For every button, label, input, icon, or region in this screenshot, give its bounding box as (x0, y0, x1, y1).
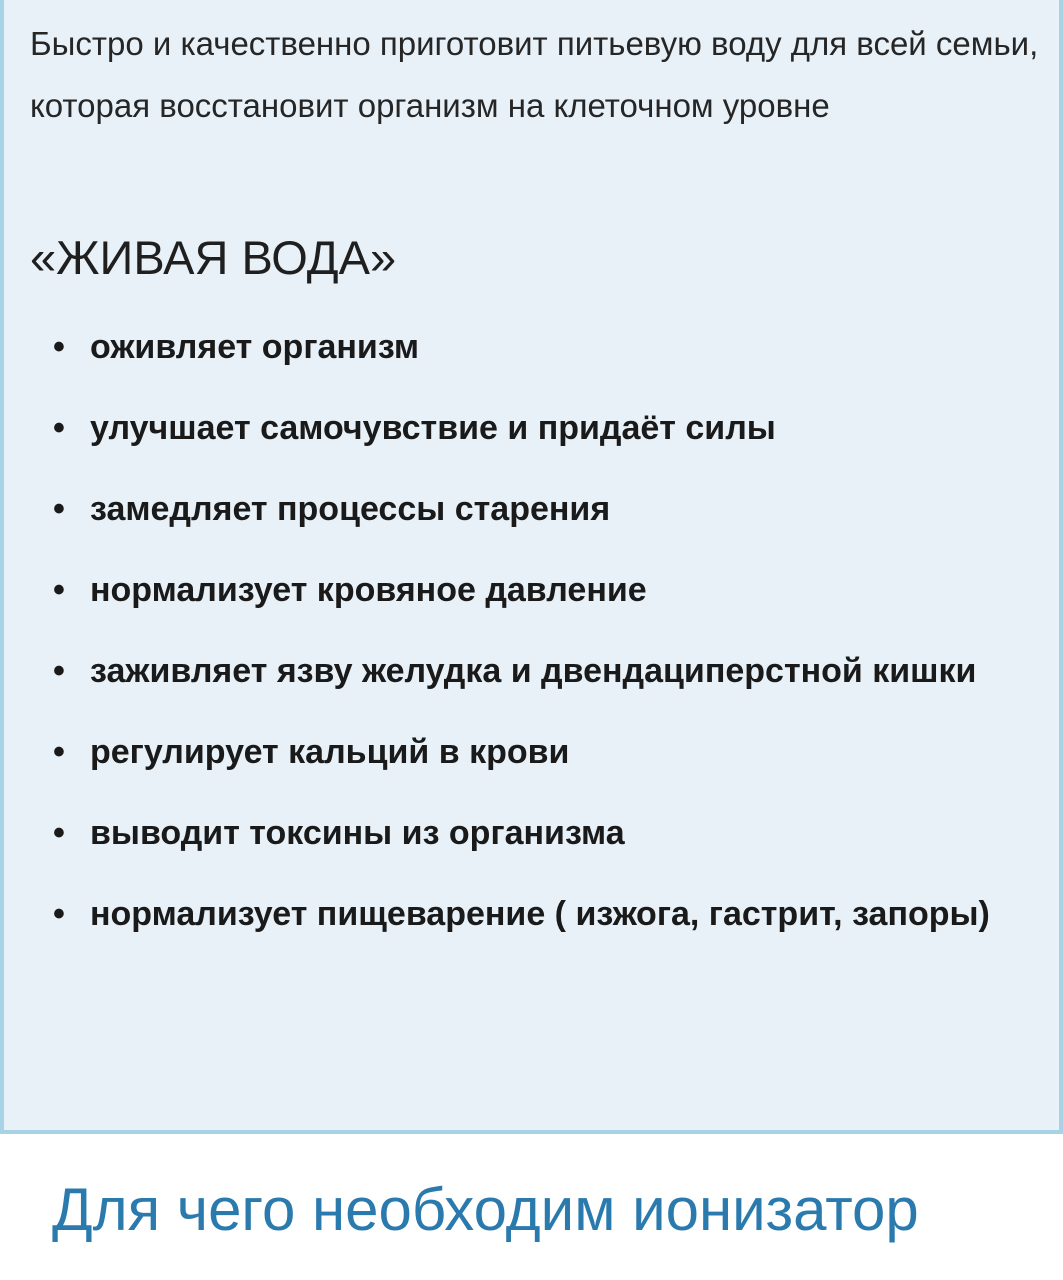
bullet-icon: • (53, 490, 65, 528)
benefit-text: улучшает самочувствие и придаёт силы (90, 409, 776, 447)
benefits-list (4, 314, 1054, 962)
benefit-item (4, 638, 1054, 704)
benefit-item (4, 476, 1054, 542)
benefit-item (4, 314, 1054, 380)
intro-text: Быстро и качественно приготовит питьевую воду для всей семьи, которая восстановит организм на клеточном уровне (30, 25, 1039, 124)
bullet-icon: • (53, 571, 65, 609)
benefit-item (4, 719, 1054, 785)
bullet-icon: • (53, 652, 65, 690)
benefit-item (4, 557, 1054, 623)
benefit-text: выводит токсины из организма (90, 814, 625, 852)
bullet-icon: • (53, 814, 65, 852)
bullet-icon: • (53, 895, 65, 933)
benefit-text: оживляет организм (90, 328, 420, 366)
benefit-text: заживляет язву желудка и двендациперстной кишки (90, 652, 977, 690)
benefit-text: нормализует кровяное давление (90, 571, 647, 609)
benefit-item (4, 395, 1054, 461)
benefit-item (4, 800, 1054, 866)
bullet-icon: • (53, 328, 65, 366)
benefit-text: нормализует пищеварение ( изжога, гастрит, запоры) (90, 895, 990, 933)
bullet-icon: • (53, 409, 65, 447)
benefit-text: регулирует кальций в крови (90, 733, 570, 771)
benefit-text: замедляет процессы старения (90, 490, 611, 528)
bullet-icon: • (53, 733, 65, 771)
benefit-item (4, 881, 1054, 947)
section-heading: Для чего необходим ионизатор (52, 1176, 919, 1243)
promo-title: «ЖИВАЯ ВОДА» (30, 231, 397, 284)
